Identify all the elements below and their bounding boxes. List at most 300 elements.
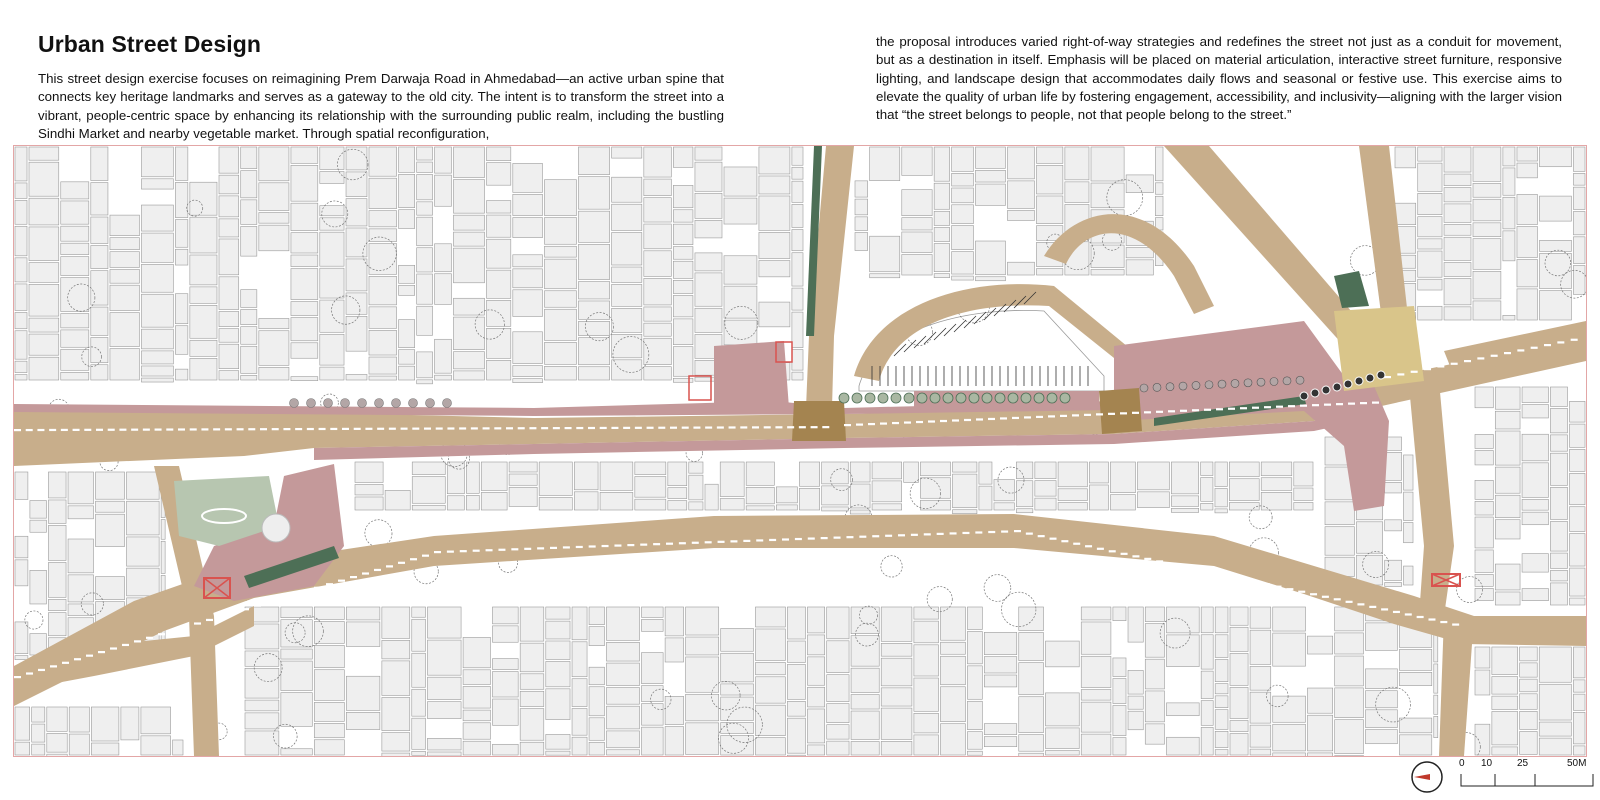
lane-dash	[576, 546, 583, 548]
building-footprint	[827, 704, 849, 723]
building-footprint	[1215, 488, 1227, 506]
building-footprint	[417, 217, 433, 246]
street-tree-icon	[375, 399, 384, 408]
building-footprint	[1045, 693, 1079, 726]
building-footprint	[1019, 753, 1044, 756]
building-footprint	[219, 277, 239, 310]
building-footprint	[686, 637, 719, 655]
lane-dash	[146, 637, 153, 639]
building-footprint	[291, 377, 318, 381]
building-footprint	[61, 182, 89, 199]
lane-dash	[1144, 558, 1151, 560]
building-footprint	[721, 722, 754, 733]
building-footprint	[673, 280, 693, 293]
building-footprint	[1522, 554, 1548, 572]
lane-dash	[940, 420, 947, 422]
lane-dash	[614, 544, 621, 546]
building-footprint	[578, 367, 609, 380]
lane-dash	[576, 427, 583, 429]
building-footprint	[1550, 487, 1567, 519]
lane-dash	[975, 531, 982, 533]
lane-dash	[640, 544, 647, 546]
building-footprint	[1273, 696, 1306, 722]
building-footprint	[668, 501, 687, 510]
building-footprint	[281, 649, 312, 659]
building-footprint	[934, 211, 949, 225]
lane-dash	[342, 428, 349, 430]
lane-dash	[756, 539, 763, 541]
lane-dash	[1168, 563, 1175, 565]
building-footprint	[1016, 481, 1032, 507]
building-footprint	[1520, 647, 1538, 661]
lane-dash	[108, 429, 115, 431]
building-footprint	[1356, 522, 1382, 553]
lane-dash	[1263, 583, 1270, 585]
building-footprint	[1081, 734, 1111, 755]
building-footprint	[48, 562, 66, 597]
lane-dash	[1357, 603, 1364, 605]
building-footprint	[673, 147, 693, 167]
building-footprint	[61, 226, 89, 241]
building-footprint	[385, 490, 410, 510]
building-footprint	[807, 745, 824, 755]
lane-dash	[1360, 402, 1367, 404]
building-footprint	[487, 328, 511, 358]
lane-dash	[1411, 371, 1418, 373]
building-footprint	[91, 147, 108, 181]
building-footprint	[91, 707, 119, 741]
building-footprint	[1550, 387, 1567, 406]
building-footprint	[513, 332, 543, 364]
building-footprint	[881, 708, 912, 739]
building-footprint	[984, 675, 1016, 687]
building-footprint	[1365, 691, 1397, 708]
building-footprint	[1273, 607, 1306, 631]
building-footprint	[1522, 589, 1548, 601]
building-footprint	[686, 657, 719, 692]
building-footprint	[1229, 462, 1259, 477]
building-footprint	[15, 200, 27, 224]
building-footprint	[1395, 147, 1416, 168]
lane-dash	[178, 428, 185, 430]
building-footprint	[91, 246, 108, 269]
lane-dash	[611, 427, 618, 429]
lane-dash	[1405, 613, 1412, 615]
building-footprint	[665, 696, 683, 724]
building-footprint	[346, 676, 380, 710]
lane-dash	[892, 422, 899, 424]
building-footprint	[487, 163, 511, 186]
building-footprint	[1365, 730, 1397, 744]
lane-dash	[856, 423, 863, 425]
building-footprint	[15, 622, 28, 654]
building-footprint	[281, 661, 312, 691]
lane-dash	[1026, 533, 1033, 535]
lane-dash	[529, 427, 536, 429]
lane-dash	[1252, 407, 1259, 409]
building-footprint	[453, 371, 484, 380]
lane-dash	[1216, 408, 1223, 410]
building-footprint	[644, 251, 671, 277]
building-footprint	[1019, 633, 1044, 661]
building-footprint	[320, 334, 344, 365]
building-footprint	[1155, 183, 1163, 194]
building-footprint	[668, 462, 687, 486]
lane-dash	[898, 534, 905, 536]
building-footprint	[1418, 163, 1442, 191]
building-footprint	[1444, 307, 1471, 320]
building-footprint	[291, 318, 318, 341]
lane-dash	[962, 532, 969, 534]
street-tree-icon	[839, 393, 849, 403]
lane-dash	[1437, 365, 1444, 367]
building-footprint	[291, 269, 318, 300]
building-footprint	[644, 323, 671, 336]
lane-dash	[1012, 417, 1019, 419]
building-footprint	[1091, 270, 1124, 275]
building-footprint	[689, 462, 703, 473]
building-footprint	[412, 653, 426, 687]
building-footprint	[612, 334, 642, 357]
lane-dash	[1215, 573, 1222, 575]
building-footprint	[1475, 501, 1493, 515]
building-footprint	[578, 211, 609, 242]
building-footprint	[746, 487, 774, 504]
building-footprint	[463, 686, 490, 708]
building-footprint	[291, 203, 318, 231]
building-footprint	[686, 607, 719, 635]
building-footprint	[346, 293, 367, 314]
building-footprint	[320, 268, 344, 298]
building-footprint	[412, 505, 445, 510]
building-footprint	[399, 174, 415, 207]
lane-dash	[1346, 601, 1353, 603]
bollard-icon	[1366, 374, 1374, 382]
building-footprint	[412, 619, 426, 651]
building-footprint	[600, 492, 633, 510]
northeast-diagonal-road	[1164, 146, 1364, 346]
street-tree-icon	[1231, 379, 1239, 387]
building-footprint	[520, 742, 544, 755]
building-footprint	[776, 487, 797, 503]
lane-dash	[386, 565, 393, 567]
street-tree-icon	[1060, 393, 1070, 403]
building-footprint	[589, 627, 604, 646]
building-footprint	[1201, 727, 1213, 755]
lane-dash	[330, 428, 337, 430]
building-footprint	[539, 462, 572, 495]
building-footprint	[940, 642, 965, 654]
lane-dash	[62, 662, 69, 664]
lane-dash	[1038, 535, 1045, 537]
scale-label-50m: 50M	[1567, 758, 1587, 769]
scale-label-25: 25	[1517, 758, 1529, 769]
building-footprint	[807, 709, 824, 743]
building-footprint	[546, 751, 570, 755]
building-footprint	[1081, 702, 1111, 732]
street-tree-icon	[1166, 383, 1174, 391]
building-footprint	[1113, 679, 1126, 704]
building-footprint	[1294, 488, 1313, 500]
building-footprint	[1215, 750, 1228, 755]
street-tree-icon	[1047, 393, 1057, 403]
lane-dash	[1336, 403, 1343, 405]
building-footprint	[851, 695, 879, 709]
building-footprint	[1473, 223, 1501, 237]
building-footprint	[855, 199, 868, 215]
building-footprint	[435, 175, 452, 206]
building-footprint	[1473, 301, 1501, 320]
building-footprint	[1171, 508, 1198, 512]
building-footprint	[952, 173, 974, 186]
building-footprint	[787, 701, 805, 716]
building-footprint	[1215, 710, 1228, 730]
building-footprint	[15, 536, 28, 558]
building-footprint	[513, 255, 543, 267]
building-footprint	[1550, 583, 1567, 605]
building-footprint	[546, 661, 570, 686]
lane-dash	[459, 427, 466, 429]
building-footprint	[1570, 598, 1585, 605]
building-footprint	[281, 749, 312, 755]
lane-dash	[1014, 530, 1021, 532]
building-footprint	[15, 147, 27, 181]
building-footprint	[127, 568, 160, 596]
building-footprint	[851, 711, 879, 739]
building-footprint	[417, 306, 433, 335]
building-footprint	[1550, 553, 1567, 568]
building-footprint	[219, 219, 239, 237]
building-footprint	[1215, 659, 1228, 681]
building-footprint	[695, 308, 722, 332]
building-footprint	[952, 276, 974, 280]
lane-dash	[1192, 409, 1199, 411]
lane-dash	[1544, 344, 1551, 346]
building-footprint	[673, 378, 693, 382]
lane-dash	[1096, 413, 1103, 415]
building-footprint	[1113, 738, 1126, 755]
lane-dash	[1120, 412, 1127, 414]
roundabout-feature	[262, 514, 290, 542]
building-footprint	[141, 366, 173, 376]
building-footprint	[1475, 480, 1493, 499]
building-footprint	[1492, 677, 1518, 695]
building-footprint	[1128, 670, 1143, 694]
building-footprint	[984, 657, 1016, 673]
building-footprint	[1385, 560, 1402, 580]
lane-dash	[1072, 414, 1079, 416]
building-footprint	[1036, 147, 1062, 163]
building-footprint	[435, 274, 452, 305]
building-footprint	[746, 462, 774, 485]
building-footprint	[689, 475, 703, 500]
bollard-icon	[1322, 386, 1330, 394]
building-footprint	[881, 643, 912, 656]
building-footprint	[1573, 147, 1585, 171]
building-footprint	[1273, 724, 1306, 751]
building-footprint	[1089, 462, 1108, 483]
building-footprint	[1404, 455, 1413, 490]
lane-dash	[460, 550, 467, 552]
building-footprint	[453, 317, 484, 350]
building-footprint	[606, 706, 639, 729]
building-footprint	[1473, 271, 1501, 299]
building-footprint	[1520, 694, 1538, 709]
building-footprint	[127, 472, 160, 499]
building-footprint	[369, 147, 397, 176]
street-tree-icon	[324, 399, 333, 408]
building-footprint	[606, 642, 639, 661]
building-footprint	[1404, 523, 1413, 543]
building-footprint	[792, 312, 803, 348]
lane-dash	[230, 612, 237, 614]
building-footprint	[994, 503, 1014, 510]
scale-label-10: 10	[1481, 758, 1493, 769]
building-footprint	[1201, 635, 1213, 669]
building-footprint	[382, 697, 410, 730]
page-title: Urban Street Design	[38, 31, 262, 57]
building-footprint	[1503, 231, 1515, 261]
building-footprint	[686, 723, 719, 755]
building-footprint	[1036, 165, 1062, 194]
building-footprint	[979, 486, 992, 510]
building-footprint	[417, 352, 433, 378]
building-footprint	[399, 350, 415, 364]
building-footprint	[68, 575, 93, 602]
building-footprint	[241, 375, 257, 380]
building-footprint	[241, 226, 257, 256]
building-footprint	[1110, 495, 1135, 510]
building-footprint	[291, 255, 318, 267]
building-footprint	[453, 180, 484, 214]
building-footprint	[1444, 188, 1471, 202]
building-footprint	[453, 215, 484, 230]
street-tree-icon	[956, 393, 966, 403]
lane-dash	[952, 419, 959, 421]
building-footprint	[412, 751, 426, 755]
building-footprint	[1089, 485, 1108, 510]
building-footprint	[141, 736, 171, 755]
building-footprint	[492, 699, 518, 725]
building-footprint	[546, 689, 570, 720]
building-footprint	[578, 338, 609, 365]
lane-dash	[84, 429, 91, 431]
building-footprint	[920, 500, 950, 510]
building-footprint	[1294, 462, 1313, 486]
building-footprint	[91, 217, 108, 243]
building-footprint	[578, 244, 609, 279]
building-footprint	[1250, 630, 1271, 664]
building-footprint	[382, 733, 410, 751]
building-footprint	[1007, 181, 1034, 209]
building-footprint	[190, 340, 217, 356]
building-footprint	[665, 607, 683, 636]
building-footprint	[572, 737, 587, 755]
building-footprint	[827, 607, 849, 639]
building-footprint	[47, 754, 67, 756]
building-footprint	[161, 541, 165, 573]
building-footprint	[572, 607, 587, 640]
building-footprint	[141, 351, 173, 364]
building-footprint	[673, 296, 693, 317]
building-footprint	[95, 501, 124, 512]
building-footprint	[920, 478, 950, 499]
lane-dash	[1531, 347, 1538, 349]
building-footprint	[15, 472, 28, 499]
building-footprint	[1539, 240, 1571, 251]
lane-dash	[950, 532, 957, 534]
building-footprint	[975, 277, 1005, 281]
lane-dash	[872, 535, 879, 537]
building-footprint	[851, 741, 879, 755]
scale-label-0: 0	[1459, 758, 1465, 769]
lane-dash	[182, 626, 189, 628]
lane-dash	[1298, 591, 1305, 593]
building-footprint	[1325, 502, 1354, 525]
lane-dash	[1156, 560, 1163, 562]
building-footprint	[952, 462, 976, 472]
lane-dash	[565, 427, 572, 429]
lane-dash	[682, 427, 689, 429]
building-footprint	[606, 750, 639, 755]
lane-dash	[365, 428, 372, 430]
building-footprint	[346, 712, 380, 729]
building-footprint	[1495, 411, 1520, 429]
building-footprint	[29, 147, 59, 160]
building-footprint	[787, 755, 805, 756]
building-footprint	[1517, 226, 1538, 257]
building-footprint	[1058, 462, 1087, 487]
building-footprint	[1230, 607, 1248, 625]
lane-dash	[338, 580, 345, 582]
building-footprint	[1230, 734, 1248, 755]
building-footprint	[29, 357, 59, 380]
building-footprint	[850, 484, 870, 508]
building-footprint	[755, 705, 785, 735]
building-footprint	[1201, 462, 1213, 476]
lane-dash	[743, 540, 750, 542]
building-footprint	[481, 462, 507, 490]
lane-dash	[86, 655, 93, 657]
building-footprint	[1517, 289, 1538, 320]
lane-dash	[964, 419, 971, 421]
building-footprint	[1126, 248, 1153, 258]
lane-dash	[283, 428, 290, 430]
building-footprint	[755, 607, 785, 627]
lane-dash	[50, 665, 57, 667]
building-footprint	[1201, 503, 1213, 510]
building-footprint	[1418, 239, 1442, 249]
lane-dash	[859, 536, 866, 538]
building-footprint	[1418, 279, 1442, 290]
building-footprint	[792, 181, 803, 202]
building-footprint	[369, 276, 397, 304]
building-footprint	[320, 232, 344, 266]
lane-dash	[73, 429, 80, 431]
building-footprint	[219, 175, 239, 194]
lane-dash	[119, 429, 126, 431]
building-footprint	[1570, 449, 1585, 471]
building-footprint	[369, 307, 397, 329]
building-footprint	[641, 619, 663, 631]
lane-dash	[26, 672, 33, 674]
lane-dash	[1000, 417, 1007, 419]
building-footprint	[15, 361, 27, 372]
building-footprint	[668, 488, 687, 499]
building-footprint	[466, 495, 479, 510]
bollard-icon	[1344, 380, 1352, 388]
building-footprint	[799, 462, 819, 486]
